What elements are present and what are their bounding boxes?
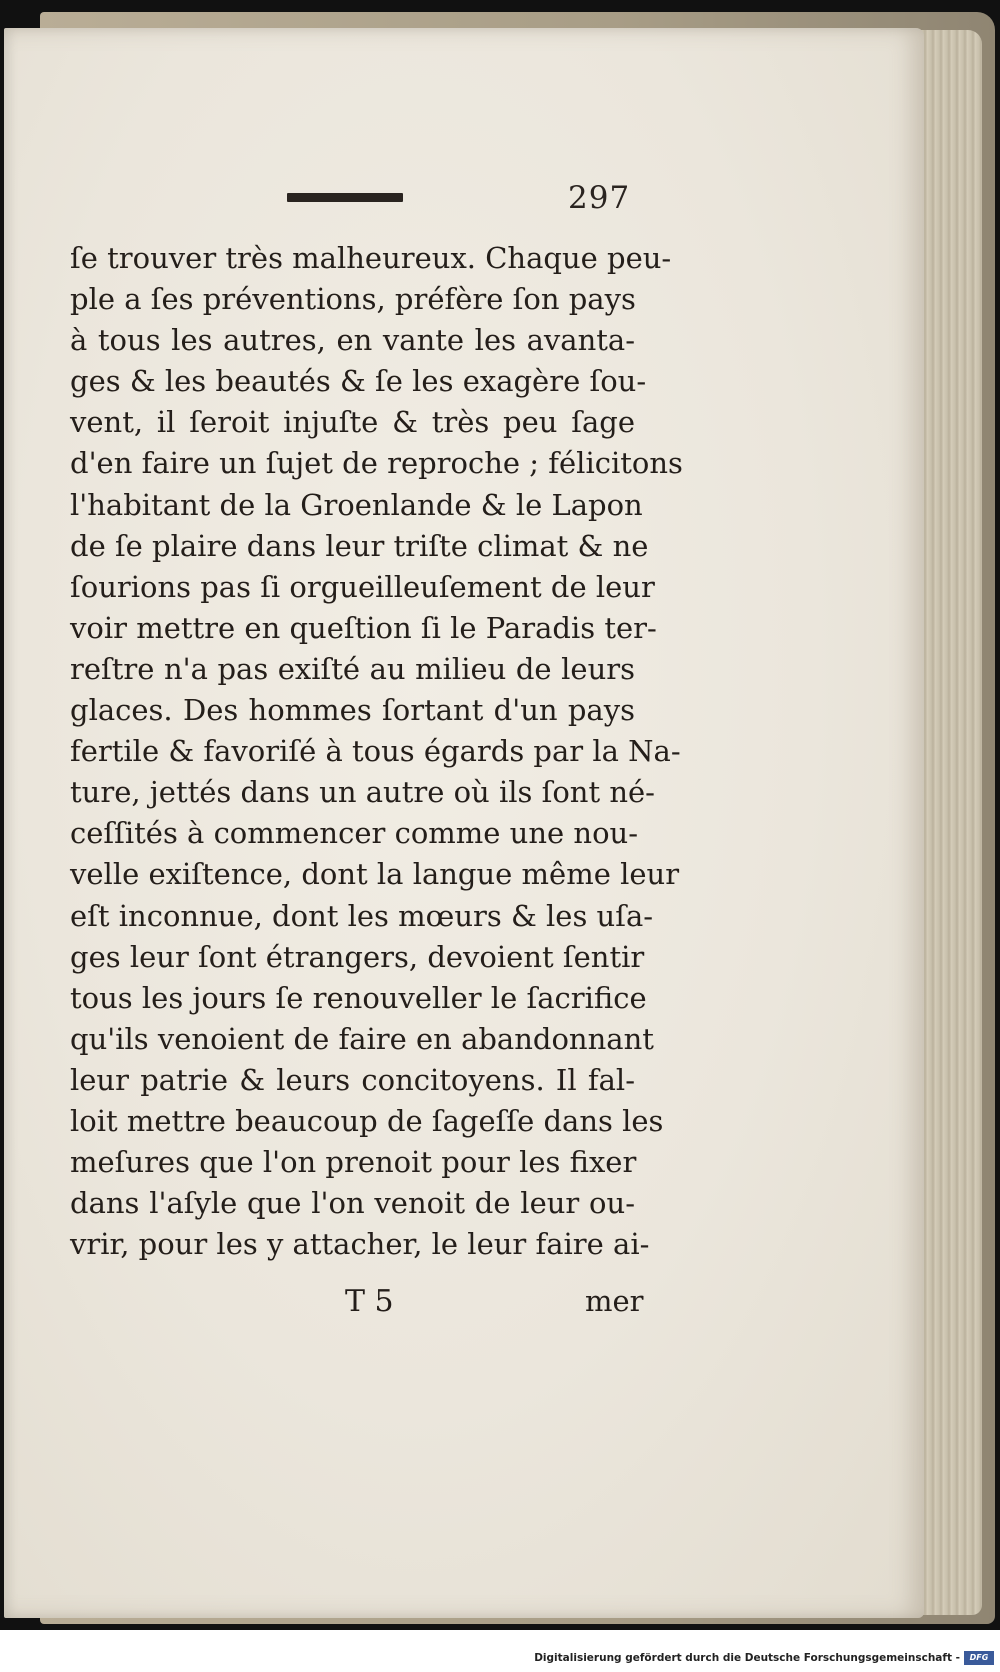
text-line: meſures que l'on prenoit pour les fixer [70,1145,637,1180]
text-line: de ſe plaire dans leur triſte climat & ne [70,528,649,563]
text-line: l'habitant de la Groenlande & le Lapon [70,487,643,522]
signature-mark: T 5 [345,1284,394,1319]
text-line: ges & les beautés & ſe les exagère ſou- [70,364,647,399]
text-line: fertile & favoriſé à tous égards par la Na- [70,734,681,769]
text-line: glaces. Des hommes ſortant d'un pays [70,693,635,728]
text-line: ſourions pas ſi orgueilleuſement de leur [70,569,655,604]
page-number: 297 [568,180,631,216]
catchword: mer [585,1284,644,1318]
text-line: à tous les autres, en vante les avanta- [70,323,635,358]
text-line: dans l'aſyle que l'on venoit de leur ou- [70,1186,635,1221]
text-line: voir mettre en queſtion ſi le Paradis ter- [70,610,657,645]
text-line: tous les jours ſe renouveller le ſacrifice [70,980,647,1015]
text-line: ceſſités à commencer comme une nou- [70,816,639,851]
header-rule [287,193,403,202]
page-text [70,238,683,1265]
text-line: d'en faire un ſujet de reproche ; félicitons [70,446,683,481]
credit-bar [0,1630,1000,1672]
text-line: velle exiſtence, dont la langue même leur [70,857,680,892]
text-line: loit mettre beaucoup de ſageſſe dans les [70,1103,664,1138]
text-line: ple a ſes préventions, préfère ſon pays [70,282,636,317]
digitization-credit: Digitalisierung gefördert durch die Deutsche Forschungsgemeinschaft - [534,1652,960,1664]
text-line: qu'ils venoient de faire en abandonnant [70,1021,654,1056]
text-line: eſt inconnue, dont les mœurs & les uſa- [70,898,654,933]
text-line: vent, il ſeroit injuſte & très peu ſage [70,405,635,440]
text-line: ſe trouver très malheureux. Chaque peu- [70,241,672,275]
text-line: reſtre n'a pas exiſté au milieu de leurs [70,651,635,686]
dfg-logo-icon: DFG [964,1651,994,1665]
text-line: ture, jettés dans un autre où ils ſont né- [70,775,655,810]
text-line: vrir, pour les y attacher, le leur faire ai- [70,1227,650,1262]
text-line: leur patrie & leurs concitoyens. Il fal- [70,1062,635,1097]
text-line: ges leur ſont étrangers, devoient ſentir [70,939,645,974]
